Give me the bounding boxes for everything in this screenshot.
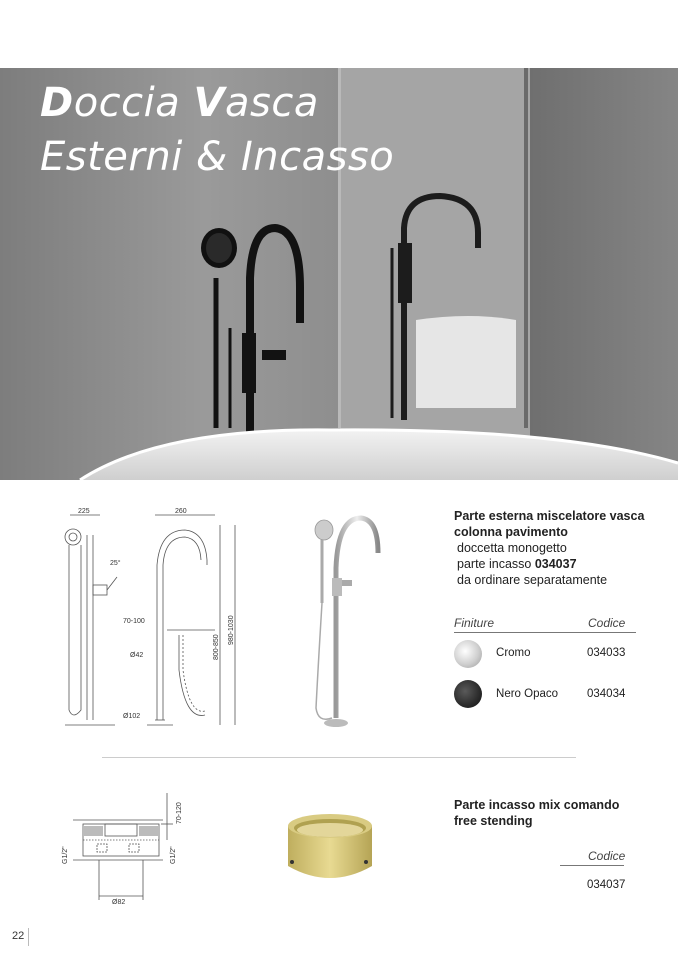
dim-82: Ø82 bbox=[112, 899, 126, 906]
product1-desc-line3: da ordinare separatamente bbox=[457, 573, 608, 587]
section-divider bbox=[102, 757, 576, 758]
product2-codes-header-label: Codice bbox=[588, 849, 626, 863]
product1-desc-line1: doccetta monogetto bbox=[457, 541, 567, 555]
page-title-line2: Esterni & Incasso bbox=[40, 134, 395, 180]
finish-swatch-nero-opaco bbox=[454, 680, 482, 708]
product2-codes-header bbox=[560, 849, 624, 866]
product2-photo bbox=[280, 810, 380, 890]
product1-desc-line2 bbox=[454, 556, 654, 572]
dim-102: Ø102 bbox=[123, 713, 141, 720]
finish-name-nero-rest: ero bbox=[504, 688, 525, 700]
dim-800-850: 800-850 bbox=[213, 634, 220, 660]
finish-code-nero-opaco: 034034 bbox=[587, 688, 626, 700]
product1-photo bbox=[296, 508, 386, 733]
dim-g12-left: G1/2" bbox=[62, 846, 69, 864]
hero-image bbox=[0, 68, 678, 480]
product2-code: 034037 bbox=[587, 879, 626, 891]
finish-code-cromo: 034033 bbox=[587, 647, 626, 659]
title-word-doccia: occia bbox=[73, 80, 194, 126]
finish-name-nero-opaco bbox=[496, 688, 558, 700]
product1-technical-drawing bbox=[55, 505, 245, 735]
finish-swatch-cromo bbox=[454, 640, 482, 668]
finish-name-cromo-rest: romo bbox=[504, 647, 531, 659]
dim-70-100: 70-100 bbox=[123, 618, 145, 625]
dim-g12-right: G1/2" bbox=[170, 846, 177, 864]
product2-title-line2: free stending bbox=[454, 814, 533, 828]
dim-42: Ø42 bbox=[130, 652, 144, 659]
dim-225: 225 bbox=[78, 508, 90, 515]
page-number: 22 bbox=[12, 930, 25, 942]
finish-name-cromo-cap: C bbox=[496, 647, 505, 659]
finish-name-nero-cap: N bbox=[496, 688, 505, 700]
product2-description bbox=[454, 797, 654, 829]
title-word-vasca: asca bbox=[224, 80, 319, 126]
product2-title-line1: Parte incasso mix comando bbox=[454, 798, 620, 812]
product1-title-line2: colonna pavimento bbox=[454, 525, 568, 539]
product1-description bbox=[454, 508, 654, 588]
dim-70-120: 70-120 bbox=[176, 802, 183, 824]
product2-technical-drawing bbox=[55, 788, 195, 906]
product1-desc-line2-text: parte incasso bbox=[457, 557, 535, 571]
finish-name-cromo bbox=[496, 647, 531, 659]
page-number-divider bbox=[28, 928, 29, 946]
product1-desc-line2-code: 034037 bbox=[534, 557, 577, 571]
page-title bbox=[40, 76, 394, 184]
dim-980-1030: 980-1030 bbox=[228, 615, 235, 645]
finishes-header: Finiture bbox=[454, 616, 495, 630]
dim-260: 260 bbox=[175, 508, 187, 515]
finish-name-opaco-cap: O bbox=[524, 688, 534, 700]
codes-header: Codice bbox=[588, 616, 626, 630]
title-cap-d: D bbox=[40, 80, 74, 126]
dim-angle: 25° bbox=[110, 560, 121, 567]
finishes-table-header bbox=[454, 614, 636, 633]
product1-title-line1: Parte esterna miscelatore vasca bbox=[454, 509, 645, 523]
finish-name-opaco-rest: paco bbox=[533, 688, 559, 700]
page-title-line1 bbox=[40, 76, 394, 130]
title-cap-v: V bbox=[193, 80, 225, 126]
